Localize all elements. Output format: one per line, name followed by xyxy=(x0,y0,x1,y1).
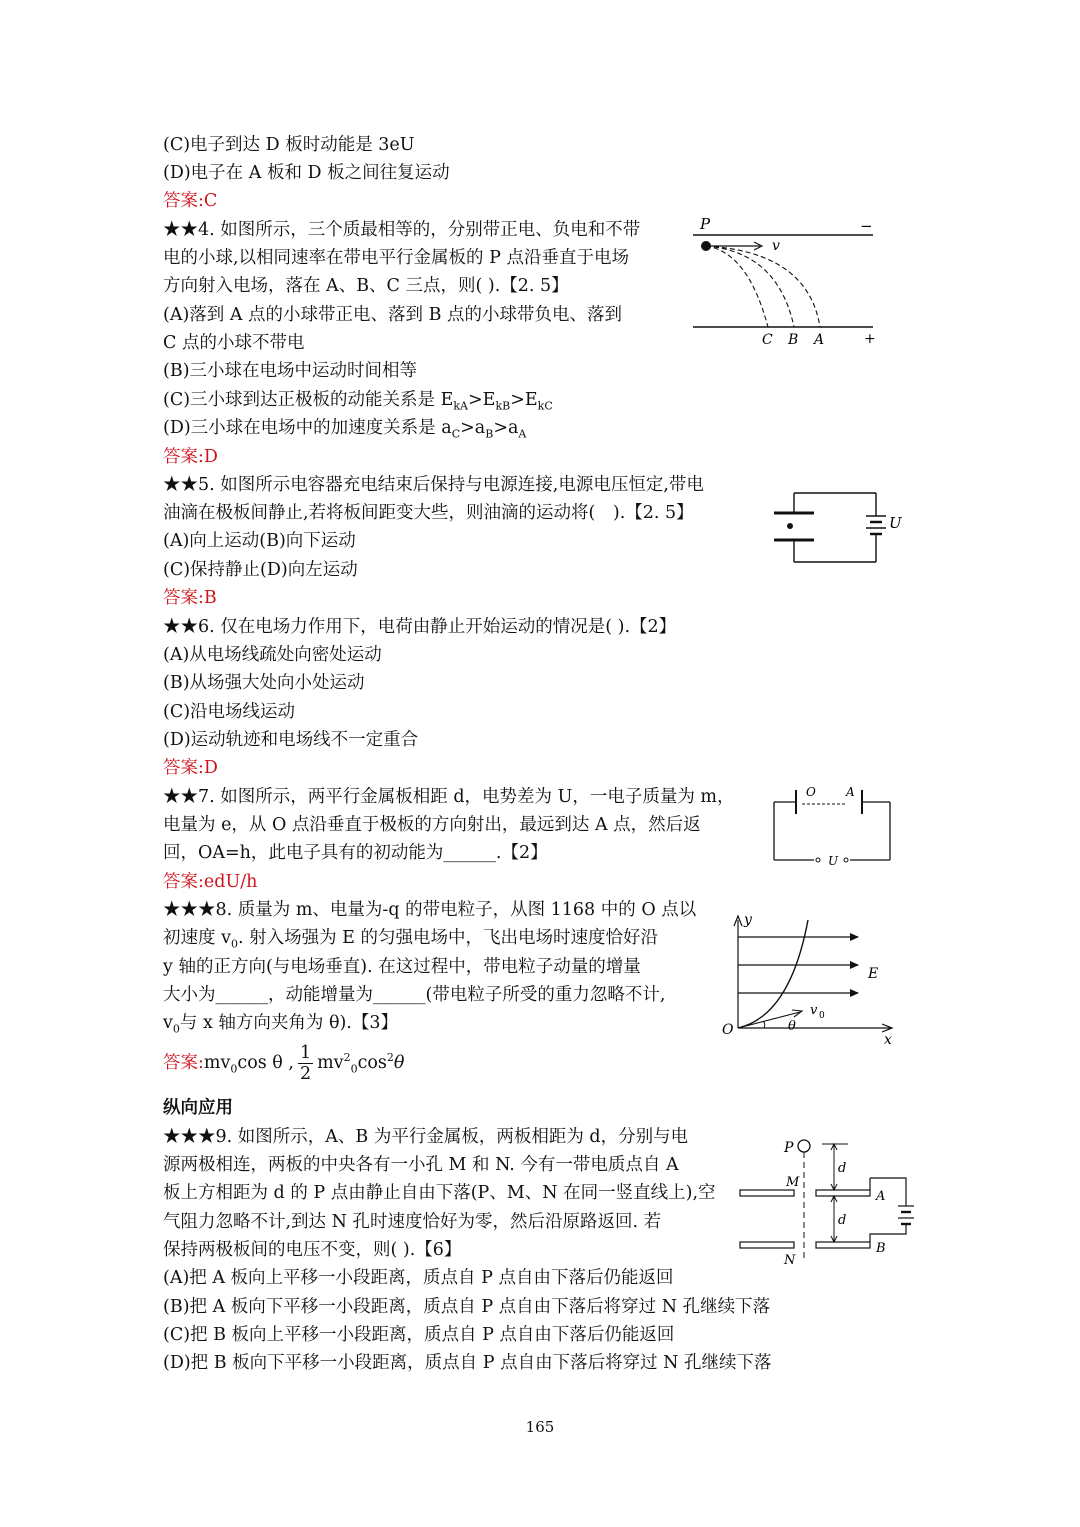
q9-option-a: (A)把 A 板向上平移一小段距离，质点自 P 点自由下落后仍能返回 xyxy=(163,1268,674,1288)
q4-option-b: (B)三小球在电场中运动时间相等 xyxy=(163,361,418,381)
q4-stem-2: 电的小球,以相同速率在带电平行金属板的 P 点沿垂直于电场 xyxy=(163,248,629,268)
q4-option-d: (D)三小球在电场中的加速度关系是 $a_C>a_B>a_A$ xyxy=(163,418,527,441)
q5-options-cd: (C)保持静止(D)向左运动 xyxy=(163,560,358,580)
q8-stem-5: $v_0$与 x 轴方向夹角为 θ).【3】 xyxy=(163,1013,399,1036)
q9-stem-5: 保持两极板间的电压不变，则( ).【6】 xyxy=(163,1240,462,1260)
q9-option-c: (C)把 B 板向上平移一小段距离，质点自 P 点自由下落后仍能返回 xyxy=(163,1325,675,1345)
q7-stem-1: ★★7. 如图所示，两平行金属板相距 d，电势差为 U，一电子质量为 m， xyxy=(163,787,735,807)
q8-fig-label-y: y xyxy=(744,912,752,928)
q6-option-a: (A)从电场线疏处向密处运动 xyxy=(163,645,382,665)
q5-stem-1: ★★5. 如图所示电容器充电结束后保持与电源连接,电源电压恒定,带电 xyxy=(163,475,704,495)
q8-fig-label-v0-sub: 0 xyxy=(819,1011,825,1021)
q9-option-d: (D)把 B 板向下平移一小段距离，质点自 P 点自由下落后将穿过 N 孔继续下落 xyxy=(163,1353,772,1373)
page-number: 165 xyxy=(525,1418,555,1436)
q9-fig-label-p: P xyxy=(784,1140,794,1156)
q4-fig-label-b: B xyxy=(788,332,799,348)
q4-fig-label-c: C xyxy=(762,332,773,348)
q7-fig-label-u: U xyxy=(828,854,839,868)
q6-option-d: (D)运动轨迹和电场线不一定重合 xyxy=(163,730,419,750)
q9-option-b: (B)把 A 板向下平移一小段距离，质点自 P 点自由下落后将穿过 N 孔继续下落 xyxy=(163,1297,771,1317)
q4-fig-label-plus: + xyxy=(864,331,876,347)
q3-option-d: (D)电子在 A 板和 D 板之间往复运动 xyxy=(163,163,450,183)
q5-figure xyxy=(766,488,906,568)
q4-figure xyxy=(688,212,883,352)
q8-fig-label-theta: θ xyxy=(788,1019,796,1034)
q6-stem: ★★6. 仅在电场力作用下，电荷由静止开始运动的情况是( ).【2】 xyxy=(163,617,677,637)
q8-stem-3: y 轴的正方向(与电场垂直). 在这过程中，带电粒子动量的增量 xyxy=(163,957,641,977)
q3-answer: 答案:C xyxy=(163,191,218,211)
q6-answer: 答案:D xyxy=(163,758,218,778)
q9-fig-label-d2: d xyxy=(838,1213,847,1228)
q5-stem-2: 油滴在极板间静止,若将板间距变大些，则油滴的运动将( ).【2. 5】 xyxy=(163,503,694,523)
q7-fig-label-o: O xyxy=(806,785,816,799)
q4-option-c: (C)三小球到达正极板的动能关系是 $E_{kA}>E_{kB}>E_{kC}$ xyxy=(163,390,553,413)
q9-fig-label-b: B xyxy=(876,1241,886,1256)
q7-fig-label-a: A xyxy=(846,785,855,799)
q9-stem-2: 源两极相连，两板的中央各有一小孔 M 和 N. 今有一带电质点自 A xyxy=(163,1155,679,1175)
q7-stem-3: 回，OA=h，此电子具有的初动能为______.【2】 xyxy=(163,843,548,863)
q6-option-b: (B)从场强大处向小处运动 xyxy=(163,673,365,693)
q8-stem-1: ★★★8. 质量为 m、电量为-q 的带电粒子，从图 1168 中的 O 点以 xyxy=(163,900,697,920)
section-heading: 纵向应用 xyxy=(163,1098,233,1118)
q4-answer: 答案:D xyxy=(163,447,218,467)
q9-figure xyxy=(738,1134,918,1268)
q4-fig-label-minus: − xyxy=(860,217,873,235)
q9-fig-label-m: M xyxy=(786,1175,800,1190)
q6-option-c: (C)沿电场线运动 xyxy=(163,702,296,722)
q9-stem-1: ★★★9. 如图所示，A、B 为平行金属板，两板相距为 d，分别与电 xyxy=(163,1127,689,1147)
q4-fig-label-p: P xyxy=(700,215,711,233)
q7-answer: 答案:edU/h xyxy=(163,872,258,892)
q8-fig-label-e: E xyxy=(868,966,879,982)
q4-fig-label-a: A xyxy=(814,332,825,348)
q8-figure xyxy=(718,906,898,1046)
q8-fig-label-v0: v xyxy=(810,1003,818,1018)
q8-stem-2: 初速度 $v_0$. 射入场强为 E 的匀强电场中，飞出电场时速度恰好沿 xyxy=(163,928,658,951)
q7-stem-2: 电量为 e，从 O 点沿垂直于极板的方向射出，最远到达 A 点，然后返 xyxy=(163,815,701,835)
q9-fig-label-a: A xyxy=(876,1189,886,1204)
q4-option-a-1: (A)落到 A 点的小球带正电、落到 B 点的小球带负电、落到 xyxy=(163,305,623,325)
q3-option-c: (C)电子到达 D 板时动能是 3eU xyxy=(163,135,415,155)
q8-stem-4: 大小为______，动能增量为______(带电粒子所受的重力忽略不计, xyxy=(163,985,666,1005)
q4-option-a-2: C 点的小球不带电 xyxy=(163,333,305,353)
q5-answer: 答案:B xyxy=(163,588,217,608)
q9-fig-label-d1: d xyxy=(838,1161,847,1176)
q7-figure xyxy=(766,782,896,868)
q4-fig-label-v: v xyxy=(772,238,780,254)
q9-fig-label-n: N xyxy=(784,1253,796,1268)
q5-fig-label-u: U xyxy=(889,514,902,532)
q5-options-ab: (A)向上运动(B)向下运动 xyxy=(163,531,356,551)
q4-stem-1: ★★4. 如图所示，三个质最相等的，分别带正电、负电和不带 xyxy=(163,220,641,240)
q4-stem-3: 方向射入电场，落在 A、B、C 三点，则( ).【2. 5】 xyxy=(163,276,569,296)
q8-fig-label-o: O xyxy=(722,1022,734,1038)
q9-stem-3: 板上方相距为 d 的 P 点由静止自由下落(P、M、N 在同一竖直线上),空 xyxy=(163,1183,716,1203)
q8-fig-label-x: x xyxy=(884,1032,892,1046)
q9-stem-4: 气阻力忽略不计,到达 N 孔时速度恰好为零，然后沿原路返回. 若 xyxy=(163,1212,662,1232)
q8-answer-fraction: $\frac{1}{2}$ xyxy=(299,1043,312,1084)
q8-answer: 答案$:mv_0\cos$ θ , $\frac{1}{2}$ $mv^2_0\cos^2\theta$ xyxy=(163,1043,405,1084)
